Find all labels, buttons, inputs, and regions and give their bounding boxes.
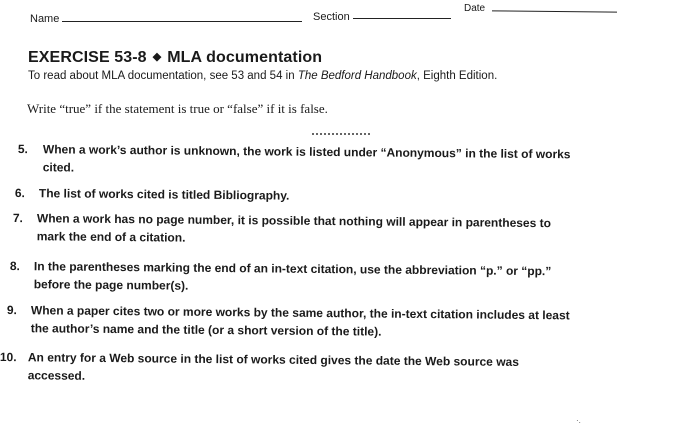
item-text: the author’s name and the title (or a short version of the title). [30, 321, 382, 339]
date-field-line[interactable] [492, 10, 617, 12]
item-text: When a paper cites two or more works by the same author, the in-text citation includes at least [30, 303, 570, 323]
item-text: When a work has no page number, it is possible that nothing will appear in parentheses to [36, 211, 552, 231]
directions: Write “true” if the statement is true or “false” if it is false. [27, 101, 328, 116]
section-label: Section [313, 11, 350, 23]
item-text: In the parentheses marking the end of an in-text citation, use the abbreviation “p.” or “pp.” [33, 259, 552, 279]
item-text: The list of works cited is titled Bibliography. [38, 186, 290, 203]
scan-artifact [312, 133, 370, 139]
item-text: accessed. [27, 368, 86, 383]
exercise-subtitle [28, 70, 497, 82]
list-item [0, 349, 580, 389]
item-text: An entry for a Web source in the list of works cited gives the date the Web source was [27, 350, 519, 369]
item-number: 9. [6, 302, 18, 318]
name-field-line[interactable] [62, 21, 302, 22]
list-item [10, 258, 590, 298]
list-item [13, 210, 593, 250]
list-item [7, 302, 592, 342]
item-number: 6. [14, 185, 26, 201]
name-label: Name [30, 13, 60, 25]
item-number: 10. [0, 349, 17, 365]
scan-speck: ·. [576, 416, 581, 425]
exercise-number: EXERCISE 53-8 [28, 49, 147, 66]
book-title: The Bedford Handbook [297, 70, 417, 82]
item-text: cited. [42, 160, 75, 175]
exercise-title [28, 49, 322, 67]
item-number: 7. [12, 210, 24, 226]
subtitle-text: To read about MLA documentation, see 53 and 54 in [28, 70, 298, 82]
diamond-icon: ◆ [152, 51, 162, 63]
list-item [18, 141, 598, 181]
exercise-topic: MLA documentation [167, 49, 323, 66]
item-number: 8. [9, 258, 21, 274]
item-text: before the page number(s). [33, 277, 189, 293]
item-text: When a work’s author is unknown, the work is listed under “Anonymous” in the list of works [42, 142, 571, 162]
item-text: mark the end of a citation. [36, 229, 186, 245]
subtitle-edition: , Eighth Edition. [416, 70, 498, 82]
item-number: 5. [17, 141, 29, 157]
section-field-line[interactable] [353, 18, 451, 19]
date-label: Date [464, 3, 486, 14]
list-item [15, 185, 595, 211]
